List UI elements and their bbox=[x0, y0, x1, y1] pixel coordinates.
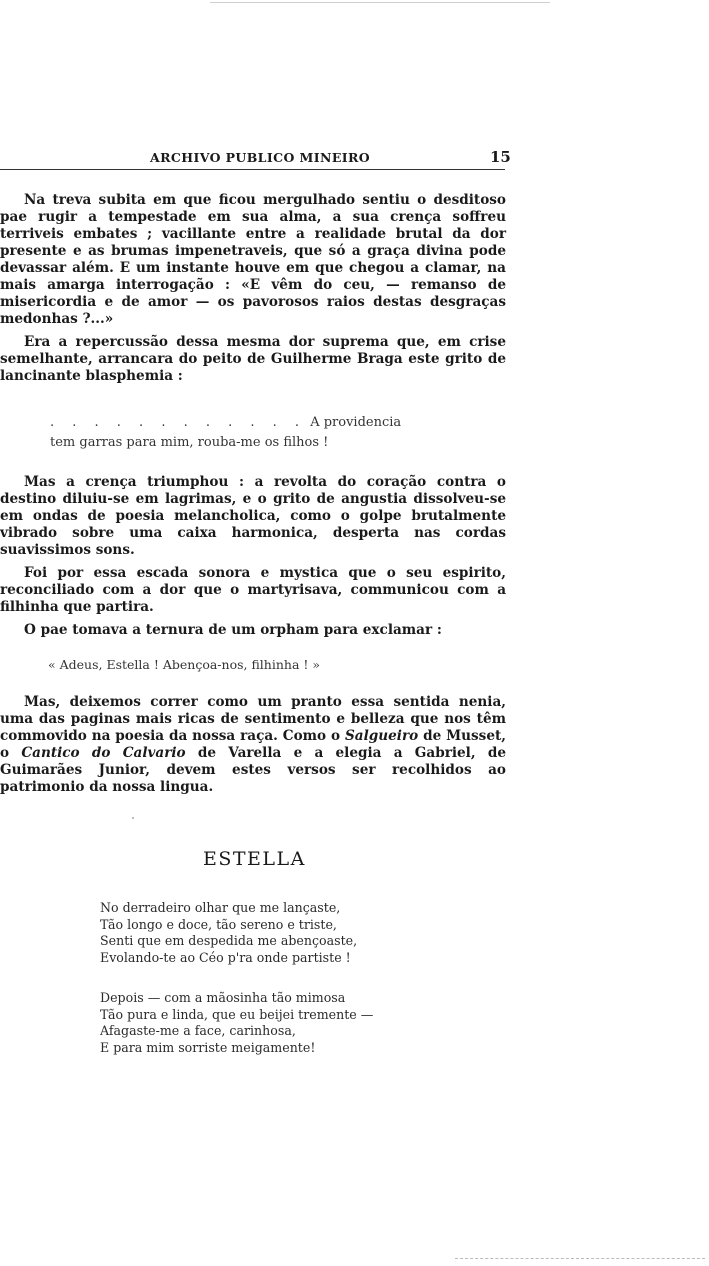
running-head: ARCHIVO PUBLICO MINEIRO bbox=[150, 150, 371, 165]
paragraph bbox=[0, 694, 506, 796]
page-header bbox=[0, 148, 520, 170]
paragraph: Na treva subita em que ficou mergulhado sentiu o desditoso pae rugir a tempestade em sua alma, a sua crença soffreu terriveis embates ; vacillante entre a realidade brutal da dor presente e as brumas impenetraveis, que só a graça divina pode devassar além. E um instante houve em que chegou a clamar, na mais amarga interrogação : «E vêm do ceu, — remanso de misericordia e de amor — os pavorosos raios destas desgraças medonhas ?...» bbox=[0, 192, 506, 327]
header-rule bbox=[0, 169, 505, 170]
poem-line: Senti que em despedida me abençoaste, bbox=[100, 933, 358, 948]
italic-title: Cantico do Calvario bbox=[21, 745, 186, 761]
poem-line: Afagaste-me a face, carinhosa, bbox=[100, 1023, 296, 1038]
poem-line: Evolando-te ao Céo p'ra onde partiste ! bbox=[100, 949, 351, 965]
body-text-bottom bbox=[0, 694, 506, 802]
italic-title: Salgueiro bbox=[344, 728, 419, 744]
poem-stanza bbox=[100, 990, 373, 1056]
ink-speck bbox=[132, 817, 134, 819]
verse-quote-line bbox=[50, 413, 401, 433]
poem-line: Tão longo e doce, tão sereno e triste, bbox=[100, 916, 337, 932]
paragraph: Mas a crença triumphou : a revolta do coração contra o destino diluiu-se em lagrimas, e o grito de angustia dissolveu-se em ondas de poesia melancholica, como o golpe brutalmente vibrado sobre uma caixa harmonica, desperta nas cordas suavissimos sons. bbox=[0, 474, 506, 558]
body-text-top bbox=[0, 192, 506, 391]
verse-ellipsis: . . . . . . . . . . . . bbox=[50, 415, 307, 430]
small-quote: « Adeus, Estella ! Abençoa-nos, filhinha ! » bbox=[48, 657, 321, 672]
top-edge-rule bbox=[210, 2, 550, 3]
poem-line: No derradeiro olhar que me lançaste, bbox=[100, 900, 341, 915]
poem-stanza bbox=[100, 900, 357, 966]
bottom-edge-rule bbox=[455, 1258, 705, 1259]
paragraph: Era a repercussão dessa mesma dor suprema que, em crise semelhante, arrancara do peito de Guilherme Braga este grito de lancinante blasphemia : bbox=[0, 334, 506, 384]
paragraph-text: de Varella e a elegia a Gabriel, de Guimarães Junior, devem estes versos ser recolhidos ao patrimonio da nossa lingua. bbox=[0, 745, 506, 795]
poem-line: Tão pura e linda, que eu beijei tremente — bbox=[100, 1006, 374, 1022]
paragraph: O pae tomava a ternura de um orpham para exclamar : bbox=[24, 622, 442, 638]
paragraph-text: de Musset, o bbox=[0, 728, 506, 761]
verse-quote-line: tem garras para mim, rouba-me os filhos ! bbox=[50, 435, 329, 450]
verse-quote bbox=[50, 413, 401, 453]
poem-line: E para mim sorriste meigamente! bbox=[100, 1039, 316, 1055]
page-number: 15 bbox=[490, 148, 511, 166]
poem-title: ESTELLA bbox=[203, 848, 306, 870]
poem-line: Depois — com a mãosinha tão mimosa bbox=[100, 990, 346, 1005]
verse-quote-text: A providencia bbox=[310, 415, 402, 430]
paragraph-text: Mas, deixemos correr como um pranto essa sentida nenia, uma das paginas mais ricas de sentimento e belleza que nos têm commovido na poesia da nossa raça. Como o bbox=[0, 694, 506, 744]
paragraph: Foi por essa escada sonora e mystica que o seu espirito, reconciliado com a dor que o martyrisava, communicou com a filhinha que partira. bbox=[0, 565, 506, 615]
body-text-middle bbox=[0, 474, 506, 645]
